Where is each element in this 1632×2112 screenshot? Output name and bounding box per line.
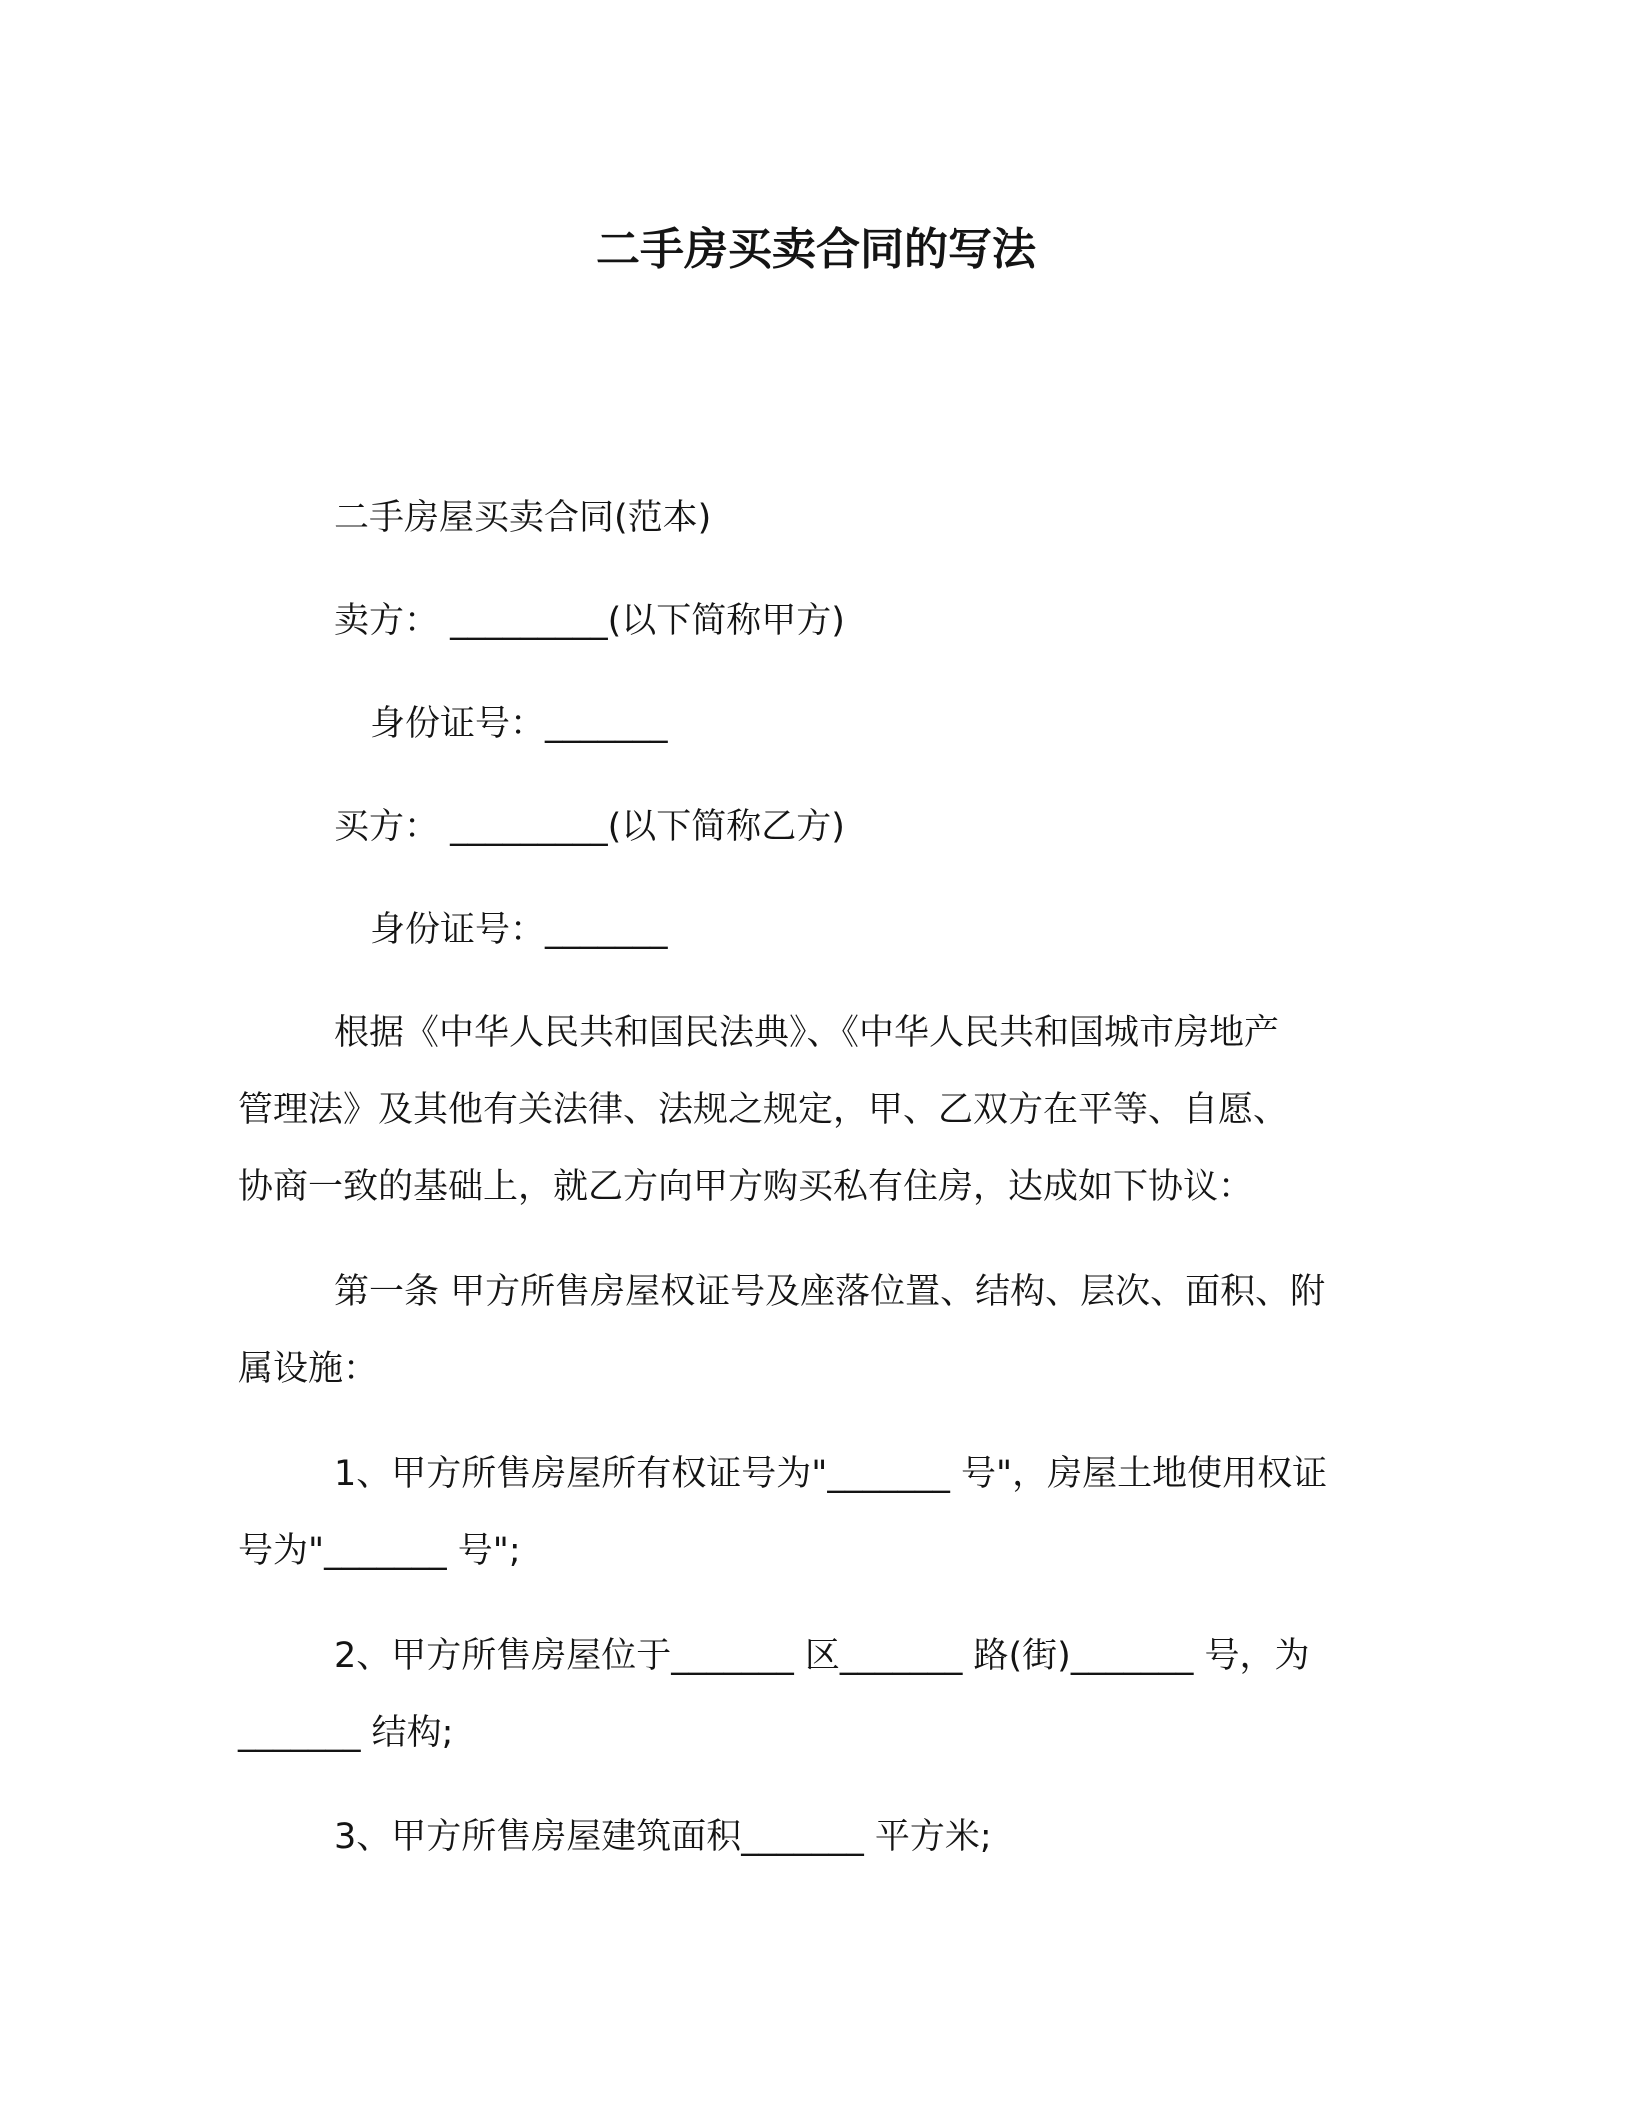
preamble-line-2: 管理法》及其他有关法律、法规之规定，甲、乙双方在平等、自愿、 [238, 1090, 1289, 1130]
item-2-line-1: 2、甲方所售房屋位于_______ 区_______ 路(街)_______ 号，为 [334, 1636, 1310, 1676]
preamble-line-1: 根据《中华人民共和国民法典》、《中华人民共和国城市房地产 [334, 1013, 1280, 1053]
preamble-line-3: 协商一致的基础上，就乙方向甲方购买私有住房，达成如下协议： [238, 1167, 1254, 1207]
item-1-line-2: 号为"_______ 号"; [238, 1531, 521, 1571]
item-2-line-2: _______ 结构; [238, 1713, 454, 1753]
buyer-line: 买方： _________(以下简称乙方) [334, 807, 845, 847]
article-1-line-1: 第一条 甲方所售房屋权证号及座落位置、结构、层次、面积、附 [334, 1272, 1326, 1312]
item-1-line-1: 1、甲方所售房屋所有权证号为"_______ 号"，房屋土地使用权证 [334, 1454, 1328, 1494]
buyer-id-line: 身份证号：_______ [370, 910, 668, 950]
seller-id-line: 身份证号：_______ [370, 704, 668, 744]
item-3-line-1: 3、甲方所售房屋建筑面积_______ 平方米; [334, 1817, 992, 1857]
document-title: 二手房买卖合同的写法 [596, 224, 1036, 275]
article-1-line-2: 属设施： [238, 1349, 379, 1389]
contract-subtitle: 二手房屋买卖合同(范本) [334, 498, 712, 538]
seller-line: 卖方： _________(以下简称甲方) [334, 601, 845, 641]
